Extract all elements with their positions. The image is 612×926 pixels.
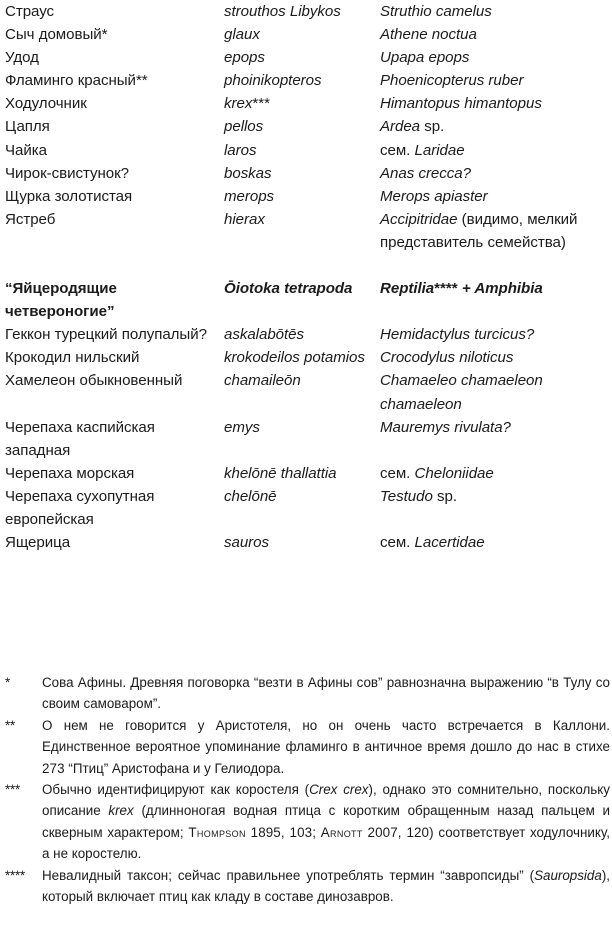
cell-scientific-name: Ardea sp. (380, 118, 445, 136)
section-heading-scientific: Reptilia**** + Amphibia (380, 280, 543, 298)
cell-russian-name: Чайка (5, 141, 47, 159)
cell-greek-name: phoinikopteros (224, 72, 322, 90)
table-body-reptiles (2, 254, 610, 554)
cell-greek-name: emys (224, 418, 260, 436)
cell-scientific-name: Accipitridae (видимо, мелкий представитель семейства) (380, 210, 578, 251)
footnote-text: Сова Афины. Древняя поговорка “везти в Афины сов” равнозначна выражению “в Тулу со своим самоваром”. (42, 675, 610, 712)
cell-scientific-name: Phoenicopterus ruber (380, 72, 524, 90)
cell-russian-name: Сыч домовый* (5, 26, 108, 44)
footnote-marker-1: * (101, 26, 108, 44)
cell-russian-name: Ходулочник (5, 95, 87, 113)
cell-russian-name: Ящерица (5, 534, 71, 552)
table-row (2, 115, 610, 138)
footnote-marker-4: **** (434, 280, 458, 298)
cell-russian-name: Черепаха каспийская западная (5, 418, 155, 459)
table-row (2, 185, 610, 208)
section-heading-greek: Ōiotoka tetrapoda (224, 280, 353, 298)
table-row (2, 23, 610, 46)
cell-greek-name: khelōnē thallattia (224, 464, 337, 482)
cell-greek-name: strouthos Libykos (224, 3, 341, 20)
cell-greek-name: chamaileōn (224, 372, 301, 390)
footnote-marker-3: *** (252, 95, 270, 113)
cell-greek-name: laros (224, 141, 257, 159)
footnote-text: О нем не говорится у Аристотеля, но он очень часто встречается в Каллони. Единственное вероятное упоминание фламинго в античное время дошло до нас в стихе 273 “Птиц” Аристофана и у Гелиодора. (42, 717, 610, 776)
footnote-item (2, 779, 610, 865)
footnote-item (2, 672, 610, 715)
cell-russian-name: Геккон турецкий полупалый? (5, 326, 207, 344)
abbreviation-species: sp. (437, 487, 458, 505)
cell-greek-name: hierax (224, 210, 265, 228)
verse-number: 273 (42, 760, 65, 776)
citation-year: 2007, 120 (367, 824, 430, 840)
cell-scientific-name: Chamaeleo chamaeleon chamaeleon (380, 372, 543, 413)
footnotes-section (2, 672, 610, 907)
scientific-name-inline: Sauropsida (534, 867, 602, 883)
abbreviation-species: sp. (424, 118, 445, 136)
footnote-marker: **** (5, 867, 26, 883)
cell-russian-name: Цапля (5, 118, 50, 136)
abbreviation-family: сем. (380, 464, 411, 482)
cell-scientific-name: сем. Cheloniidae (380, 464, 494, 482)
table-row (2, 69, 610, 92)
table-row (2, 46, 610, 69)
cell-russian-name: Чирок-свистунок? (5, 164, 130, 182)
table-body-birds (2, 0, 610, 254)
cell-russian-name: Страус (5, 3, 55, 20)
cell-scientific-name: Testudo sp. (380, 487, 458, 505)
footnote-marker: *** (5, 782, 21, 798)
table-row (2, 139, 610, 162)
footnote-text: Обычно идентифицируют как коростеля (Crex crex), однако это сомнительно, поскольку описание krex (длинноногая водная птица с коротким обращенным назад пальцем и скверным характером; Thompson 1895, 103; Arnott 2007, 120) соответствует ходулочнику, а не коростелю. (42, 782, 610, 862)
table-row (2, 323, 610, 346)
cell-scientific-name: Mauremys rivulata? (380, 418, 511, 436)
cell-scientific-name: Upapa epops (380, 49, 470, 67)
table-row (2, 0, 610, 23)
cell-greek-name: krokodeilos potamios (224, 349, 365, 367)
cell-greek-name: epops (224, 49, 265, 67)
cell-russian-name: Крокодил нильский (5, 349, 140, 367)
abbreviation-family: сем. (380, 534, 411, 552)
footnote-marker-2: ** (135, 72, 148, 90)
section-heading-row (2, 254, 610, 323)
cell-greek-name: pellos (224, 118, 264, 136)
scientific-name-inline: Crex crex (309, 782, 369, 798)
footnote-item (2, 865, 610, 908)
cell-scientific-name: Merops apiaster (380, 187, 488, 205)
citation-author: Arnott (320, 824, 363, 840)
citation-year: 1895, 103 (250, 824, 313, 840)
table-row (2, 462, 610, 485)
cell-scientific-name: Athene noctua (380, 26, 477, 44)
cell-russian-name: Черепаха сухопутная европейская (5, 487, 155, 528)
footnote-item (2, 715, 610, 779)
cell-scientific-name: Anas crecca? (380, 164, 471, 182)
cell-scientific-name: сем. Laridae (380, 141, 465, 159)
cell-greek-name: askalabōtēs (224, 326, 305, 344)
footnote-marker: * (5, 675, 11, 690)
cell-greek-name: glaux (224, 26, 260, 44)
cell-scientific-name: сем. Lacertidae (380, 534, 485, 552)
cell-russian-name: Удод (5, 49, 39, 67)
table-row (2, 369, 610, 415)
table-row (2, 346, 610, 369)
cell-scientific-name: Struthio camelus (380, 3, 492, 20)
cell-russian-name: Фламинго красный** (5, 72, 148, 90)
abbreviation-family: сем. (380, 141, 411, 159)
cell-russian-name: Ястреб (5, 210, 56, 228)
cell-greek-name: chelōnē (224, 487, 277, 505)
cell-greek-name: boskas (224, 164, 272, 182)
cell-scientific-name: Himantopus himantopus (380, 95, 542, 113)
table-row (2, 92, 610, 115)
table-row (2, 531, 610, 554)
cell-russian-name: Щурка золотистая (5, 187, 133, 205)
cell-russian-name: Хамелеон обыкновенный (5, 372, 183, 390)
cell-greek-name: krex*** (224, 95, 270, 113)
table-row (2, 208, 610, 254)
citation-author: Thompson (188, 824, 246, 840)
species-correspondence-table (2, 0, 610, 554)
greek-term-inline: krex (108, 803, 134, 819)
table-row (2, 485, 610, 531)
cell-greek-name: merops (224, 187, 275, 205)
cell-russian-name: Черепаха морская (5, 464, 135, 482)
footnote-text: Невалидный таксон; сейчас правильнее употреблять термин “завропсиды” (Sauropsida), который включает птиц как кладу в составе динозавров. (42, 867, 610, 905)
editorial-note: (видимо, мелкий представитель семейства) (380, 210, 578, 251)
footnote-marker: ** (5, 717, 16, 733)
cell-scientific-name: Hemidactylus turcicus? (380, 326, 535, 344)
table-row (2, 162, 610, 185)
cell-greek-name: sauros (224, 534, 270, 552)
table-row (2, 416, 610, 462)
section-heading-russian: “Яйцеродящие четвероногие” (5, 280, 117, 321)
cell-scientific-name: Crocodylus niloticus (380, 349, 514, 367)
